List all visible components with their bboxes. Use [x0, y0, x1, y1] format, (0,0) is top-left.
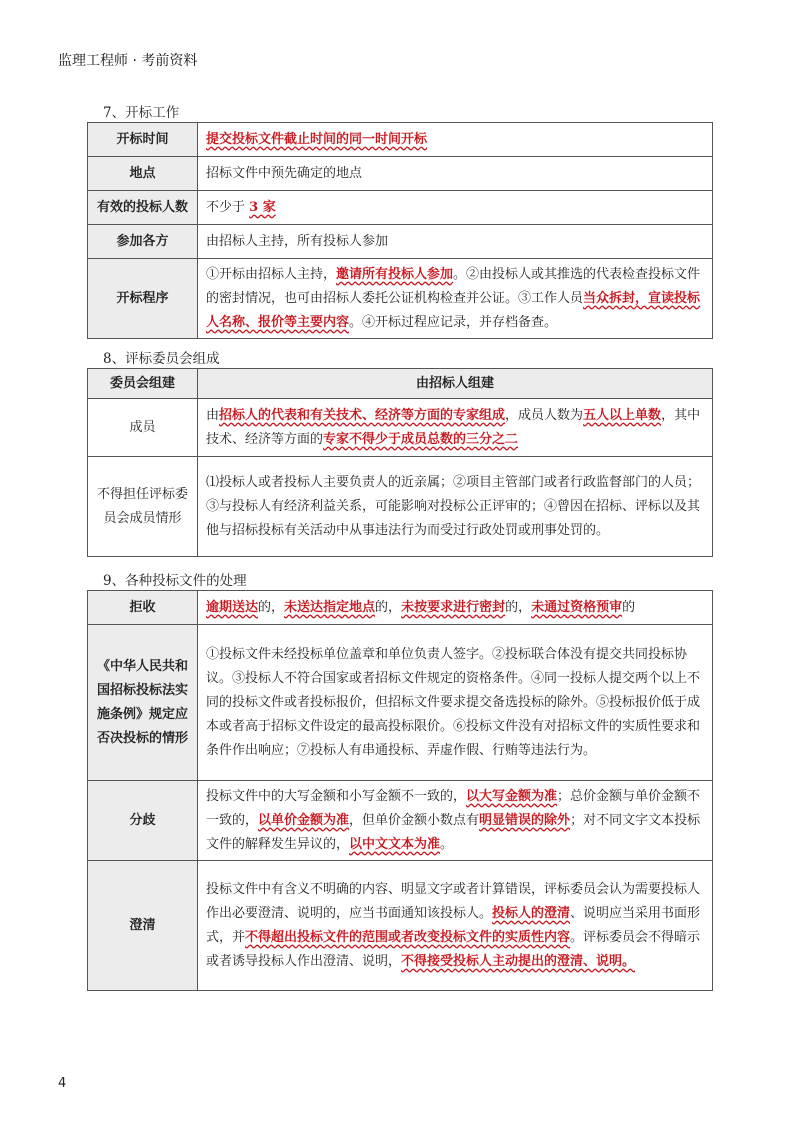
body-text: 由	[206, 407, 220, 423]
row-key: 参加各方	[88, 225, 198, 259]
body-text: 投标文件中的大写金额和小写金额不一致的，	[206, 788, 467, 804]
head-value: 由招标人组建	[198, 369, 713, 399]
row-value	[198, 625, 713, 781]
body-text: 的，	[258, 599, 285, 615]
highlighted-text: 3 家	[249, 199, 276, 215]
body-text: ①投标文件未经投标单位盖章和单位负责人签字。②投标联合体没有提交共同投标协议。③投标人不符合国家或者招标文件规定的资格条件。④同一投标人提交两个以上不同的投标文件或者投标报价，但招标文件要求提交备选投标的除外。⑤投标报价低于成本或者高于招标文件设定的最高投标限价。⑥投标文件没有对招标文件的实质性要求和条件作出响应；⑦投标人有串通投标、弄虚作假、行贿等违法行为。	[206, 646, 701, 758]
row-value	[198, 457, 713, 557]
row-key: 澄清	[88, 861, 198, 991]
body-text: 由招标人主持，所有投标人参加	[206, 233, 389, 249]
table-row	[88, 861, 713, 991]
highlighted-text: 招标人的代表和有关技术、经济等方面的专家组成	[219, 407, 506, 423]
row-key: 《中华人民共和国招标投标法实施条例》规定应否决投标的情形	[88, 625, 198, 781]
row-value	[198, 157, 713, 191]
row-value	[198, 399, 713, 457]
section-9-title: 9、各种投标文件的处理	[103, 573, 247, 589]
highlighted-text: 邀请所有投标人参加	[336, 266, 454, 282]
body-text: 招标文件中预先确定的地点	[206, 165, 363, 181]
highlighted-text: 以大写金额为准	[466, 788, 558, 804]
table-row	[88, 591, 713, 625]
row-value	[198, 861, 713, 991]
body-text: ；对不同文字文本投标文件的解释发生异议的，	[206, 812, 701, 852]
row-value	[198, 781, 713, 861]
table-row	[88, 259, 713, 339]
body-text: ①开标由招标人主持，	[206, 266, 337, 282]
table-row	[88, 781, 713, 861]
row-key: 拒收	[88, 591, 198, 625]
row-key: 有效的投标人数	[88, 191, 198, 225]
table-row	[88, 225, 713, 259]
row-key: 不得担任评标委员会成员情形	[88, 457, 198, 557]
body-text: 。评标委员会不得暗示或者诱导投标人作出澄清、说明，	[206, 929, 701, 969]
row-key: 开标程序	[88, 259, 198, 339]
section-8-title: 8、评标委员会组成	[103, 351, 220, 367]
body-text: 不少于	[206, 199, 250, 215]
highlighted-text: 以中文文本为准	[349, 836, 441, 852]
section-7-title: 7、开标工作	[103, 105, 180, 121]
table-head-row	[88, 369, 713, 399]
body-text: 的，	[375, 599, 402, 615]
table-row	[88, 157, 713, 191]
section-9-table	[87, 590, 713, 991]
highlighted-text: 未通过资格预审	[531, 599, 623, 615]
row-value	[198, 591, 713, 625]
body-text: 的，	[505, 599, 532, 615]
table-row	[88, 399, 713, 457]
body-text: 投标文件中有含义不明确的内容、明显文字或者计算错误，评标委员会认为需要投标人作出必要澄清、说明的，应当书面通知该投标人。	[206, 881, 701, 921]
section-7-table	[87, 122, 713, 339]
highlighted-text: 逾期送达	[206, 599, 259, 615]
row-key: 分歧	[88, 781, 198, 861]
row-value	[198, 259, 713, 339]
row-value	[198, 123, 713, 157]
body-text: 的	[622, 599, 636, 615]
highlighted-text: 专家不得少于成员总数的三分之二	[323, 431, 519, 447]
body-text: 。	[440, 836, 454, 852]
row-key: 开标时间	[88, 123, 198, 157]
body-text: ；总价金额与单价金额不一致的，	[206, 788, 701, 828]
row-value	[198, 191, 713, 225]
head-key: 委员会组建	[88, 369, 198, 399]
body-text: 。②由投标人或其推选的代表检查投标文件的密封情况，也可由招标人委托公证机构检查并公证。③工作人员	[206, 266, 701, 306]
body-text: 。④开标过程应记录，并存档备查。	[349, 314, 558, 330]
highlighted-text: 五人以上单数	[583, 407, 662, 423]
section-8-table	[87, 368, 713, 557]
row-value	[198, 225, 713, 259]
row-key: 成员	[88, 399, 198, 457]
page-header: 监理工程师 · 考前资料	[58, 53, 198, 69]
highlighted-text: 当众拆封，宣读投标人名称、报价等主要内容	[206, 290, 701, 330]
body-text: 、说明应当采用书面形式，并	[206, 905, 701, 945]
highlighted-text: 未按要求进行密封	[401, 599, 506, 615]
highlighted-text: 不得接受投标人主动提出的澄清、说明。	[401, 953, 636, 969]
table-row	[88, 191, 713, 225]
highlighted-text: 明显错误的除外	[479, 812, 571, 828]
page-number: 4	[58, 1076, 67, 1091]
highlighted-text: 以单价金额为准	[258, 812, 350, 828]
highlighted-text: 投标人的澄清	[492, 905, 571, 921]
table-row	[88, 123, 713, 157]
row-key: 地点	[88, 157, 198, 191]
body-text: ⑴投标人或者投标人主要负责人的近亲属；②项目主管部门或者行政监督部门的人员；③与投标人有经济利益关系，可能影响对投标公正评审的；④曾因在招标、评标以及其他与招标投标有关活动中从事违法行为而受过行政处罚或刑事处罚的。	[206, 474, 701, 538]
highlighted-text: 提交投标文件截止时间的同一时间开标	[206, 131, 428, 147]
highlighted-text: 未送达指定地点	[284, 599, 376, 615]
table-row	[88, 457, 713, 557]
body-text: ，其中技术、经济等方面的	[206, 407, 701, 447]
table-row	[88, 625, 713, 781]
body-text: ，但单价金额小数点有	[349, 812, 480, 828]
highlighted-text: 不得超出投标文件的范围或者改变投标文件的实质性内容	[245, 929, 571, 945]
body-text: ，成员人数为	[505, 407, 584, 423]
